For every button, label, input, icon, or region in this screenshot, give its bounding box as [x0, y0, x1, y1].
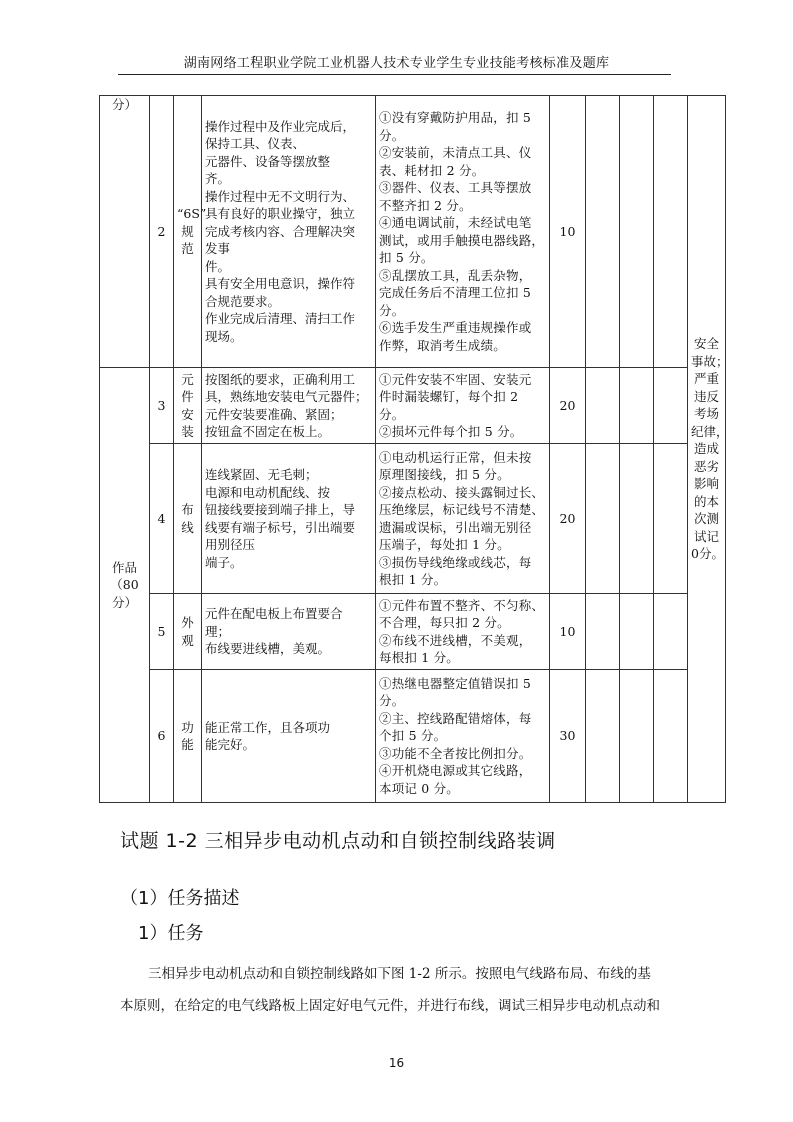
score-cell: 20 [550, 368, 586, 444]
requirement-line: 具，熟练地安装电气元器件； [205, 389, 368, 404]
item-name-wiring [174, 444, 202, 594]
requirement-line: 现场。 [205, 328, 243, 344]
criteria-line: ②损坏元件每个扣 5 分。 [379, 424, 523, 439]
requirement-line: 操作过程中无不文明行为、 [205, 188, 356, 204]
header-divider [118, 74, 671, 75]
requirement-line: 能正常工作，且各项功 [205, 719, 331, 735]
criteria-line: 分。 [379, 693, 405, 709]
criteria-line: 表、耗材扣 2 分。 [379, 162, 485, 178]
criteria-line: 作弊，取消考生成绩。 [379, 337, 507, 353]
criteria-line: 根扣 1 分。 [379, 572, 447, 587]
remark-line: 违反 [693, 388, 719, 404]
criteria-line: ①没有穿戴防护用品，扣 5 [379, 110, 532, 125]
item-name-appearance [174, 594, 202, 670]
remark-line: 造成 [693, 441, 719, 457]
category-cell-cont [100, 96, 150, 368]
criteria-line: 扣 5 分。 [379, 250, 434, 265]
criteria-line: 个扣 5 分。 [379, 728, 447, 744]
requirement-line: 端子。 [205, 554, 243, 570]
category-works-line: 作品 [111, 559, 137, 575]
subsubsection-heading: 1）任务 [138, 923, 204, 944]
requirement-line: 齐。 [205, 171, 231, 187]
paragraph-line: 三相异步电动机点动和自锁控制线路如下图 1-2 所示。按照电气线路布局、布线的基 [148, 966, 651, 982]
remark-line: 次测 [693, 511, 719, 527]
criteria-cell [376, 670, 550, 803]
requirement-line: 线要有端子标号，引出端要 [205, 519, 356, 535]
item-char: 装 [181, 424, 194, 439]
item-char: 规 [181, 223, 194, 239]
category-works-line: （80 [110, 577, 139, 593]
criteria-line: ①元件布置不整齐、不匀称、 [379, 597, 545, 613]
requirement-line: 元件安装要准确、紧固； [205, 406, 343, 422]
requirement-cell [202, 96, 376, 368]
criteria-line: ①热继电器整定值错误扣 5 [379, 675, 532, 691]
remark-line: 安全 [693, 336, 719, 352]
remark-line: 的本 [693, 493, 719, 509]
criteria-line: 件时漏装螺钉，每个扣 2 [379, 389, 519, 404]
remark-line: 试记 [693, 528, 719, 544]
criteria-line: ③损伤导线绝缘或线芯，每 [379, 554, 532, 570]
empty-cell [654, 96, 688, 368]
requirement-line: 完成考核内容、合理解决突 [205, 223, 356, 239]
requirement-line: 元器件、设备等摆放整 [205, 153, 331, 169]
table-row-function [100, 670, 726, 803]
item-name-6s [174, 96, 207, 368]
criteria-line: ③功能不全者按比例扣分。 [379, 745, 532, 761]
table-row-appearance [100, 594, 726, 670]
criteria-line: ①电动机运行正常，但未按 [379, 449, 532, 465]
item-name-install [174, 368, 202, 444]
requirement-line: 发事 [205, 241, 231, 257]
item-char: 线 [181, 519, 194, 535]
criteria-cell [376, 96, 550, 368]
empty-cell [620, 96, 654, 368]
empty-cell [654, 670, 688, 803]
criteria-line: ③器件、仪表、工具等摆放 [379, 180, 532, 195]
requirement-line: 作业完成后清理、清扫工作 [205, 311, 356, 327]
empty-cell [620, 594, 654, 670]
paragraph-line: 本原则，在给定的电气线路板上固定好电气元件，并进行布线，调试三相异步电动机点动和 [120, 998, 660, 1014]
item-char: “6S” [177, 206, 207, 222]
requirement-line: 合规范要求。 [205, 293, 281, 309]
item-char: 元 [181, 371, 194, 387]
criteria-line: 本项记 0 分。 [379, 780, 459, 796]
criteria-line: 不合理，每只扣 2 分。 [379, 615, 510, 630]
criteria-line: 不整齐扣 2 分。 [379, 197, 472, 213]
criteria-line: ②主、控线路配错熔体，每 [379, 710, 532, 726]
criteria-line: 压绝缘层，标记线号不清楚、 [379, 502, 545, 517]
item-char: 件 [181, 389, 194, 404]
item-char: 能 [181, 737, 194, 752]
row-number: 2 [150, 96, 174, 368]
requirement-line: 操作过程中及作业完成后， [205, 118, 356, 134]
requirement-line: 能完好。 [205, 737, 256, 752]
table-row-component-install [100, 368, 726, 444]
item-char: 外 [181, 615, 194, 630]
requirement-line: 连线紧固、无毛刺； [205, 467, 318, 482]
criteria-line: ④通电调试前，未经试电笔 [379, 215, 532, 230]
remark-line: 考场 [693, 406, 719, 422]
category-works-line: 分） [111, 594, 137, 610]
requirement-cell [202, 670, 376, 803]
subsection-heading: （1）任务描述 [120, 888, 240, 909]
requirement-line: 保持工具、仪表、 [205, 136, 306, 152]
empty-cell [586, 96, 620, 368]
row-number: 5 [150, 594, 174, 670]
criteria-line: ②接点松动、接头露铜过长、 [379, 484, 545, 500]
score-cell: 30 [550, 670, 586, 803]
criteria-line: 测试，或用手触摸电器线路， [379, 232, 545, 248]
remark-line: 纪律， [691, 423, 729, 439]
criteria-line: 遗漏或误标，引出端无别径 [379, 519, 532, 535]
criteria-line: 分。 [379, 127, 405, 143]
requirement-line: 件。 [205, 258, 231, 274]
remark-line: 影响 [693, 476, 719, 492]
empty-cell [654, 444, 688, 594]
row-number: 3 [150, 368, 174, 444]
requirement-line: 按钮盒不固定在板上。 [205, 424, 331, 439]
empty-cell [586, 594, 620, 670]
empty-cell [586, 444, 620, 594]
table-row-wiring [100, 444, 726, 594]
item-char: 范 [181, 241, 194, 257]
criteria-line: ②安装前，未清点工具、仪 [379, 145, 532, 160]
table-row-6s [100, 96, 726, 368]
empty-cell [620, 368, 654, 444]
page-header-title: 湖南网络工程职业学院工业机器人技术专业学生专业技能考核标准及题库 [183, 56, 610, 71]
score-cell: 20 [550, 444, 586, 594]
score-cell: 10 [550, 594, 586, 670]
empty-cell [654, 368, 688, 444]
empty-cell [654, 594, 688, 670]
criteria-line: 压端子，每处扣 1 分。 [379, 537, 510, 552]
row-number: 4 [150, 444, 174, 594]
remark-line: 恶劣 [693, 458, 719, 474]
page-number: 16 [388, 1056, 405, 1070]
empty-cell [620, 670, 654, 803]
remark-cell [688, 96, 729, 803]
remark-line: 事故； [691, 353, 729, 369]
row-number: 6 [150, 670, 174, 803]
criteria-line: ⑤乱摆放工具，乱丢杂物， [379, 267, 532, 283]
requirement-line: 用别径压 [205, 537, 256, 552]
item-name-function [174, 670, 202, 803]
item-char: 布 [181, 502, 194, 517]
requirement-line: 钮接线要接到端子排上，导 [205, 502, 356, 517]
requirement-line: 元件在配电板上布置要合 [205, 606, 343, 622]
section-title: 试题 1-2 三相异步电动机点动和自锁控制线路装调 [120, 830, 556, 852]
criteria-line: 每根扣 1 分。 [379, 650, 459, 665]
criteria-line: 分。 [379, 302, 405, 318]
criteria-line: ②布线不进线槽，不美观， [379, 632, 532, 648]
requirement-line: 电源和电动机配线、按 [205, 484, 331, 500]
criteria-cell [376, 444, 550, 594]
criteria-cell [376, 594, 550, 670]
requirement-cell [202, 594, 376, 670]
assessment-table [99, 95, 729, 803]
empty-cell [586, 368, 620, 444]
item-char: 安 [181, 406, 194, 422]
category-cell-works [100, 368, 150, 803]
item-char: 观 [181, 632, 194, 648]
remark-line: 0分。 [691, 546, 724, 562]
requirement-line: 具有良好的职业操守，独立 [205, 206, 356, 222]
requirement-line: 理； [205, 623, 231, 639]
item-char: 功 [181, 719, 194, 735]
requirement-line: 布线要进线槽，美观。 [205, 641, 331, 657]
requirement-line: 具有安全用电意识，操作符 [205, 276, 356, 292]
requirement-cell [202, 368, 376, 444]
requirement-line: 按图纸的要求，正确利用工 [205, 371, 356, 387]
category-cont-text: 分） [111, 97, 137, 112]
criteria-line: ①元件安装不牢固、安装元 [379, 371, 532, 387]
criteria-cell [376, 368, 550, 444]
criteria-line: ④开机烧电源或其它线路， [379, 763, 532, 779]
requirement-cell [202, 444, 376, 594]
empty-cell [586, 670, 620, 803]
empty-cell [620, 444, 654, 594]
score-cell: 10 [550, 96, 586, 368]
criteria-line: ⑥选手发生严重违规操作或 [379, 320, 532, 335]
criteria-line: 完成任务后不清理工位扣 5 [379, 285, 532, 300]
remark-line: 严重 [693, 371, 719, 387]
criteria-line: 原理图接线，扣 5 分。 [379, 467, 510, 482]
criteria-line: 分。 [379, 406, 405, 422]
